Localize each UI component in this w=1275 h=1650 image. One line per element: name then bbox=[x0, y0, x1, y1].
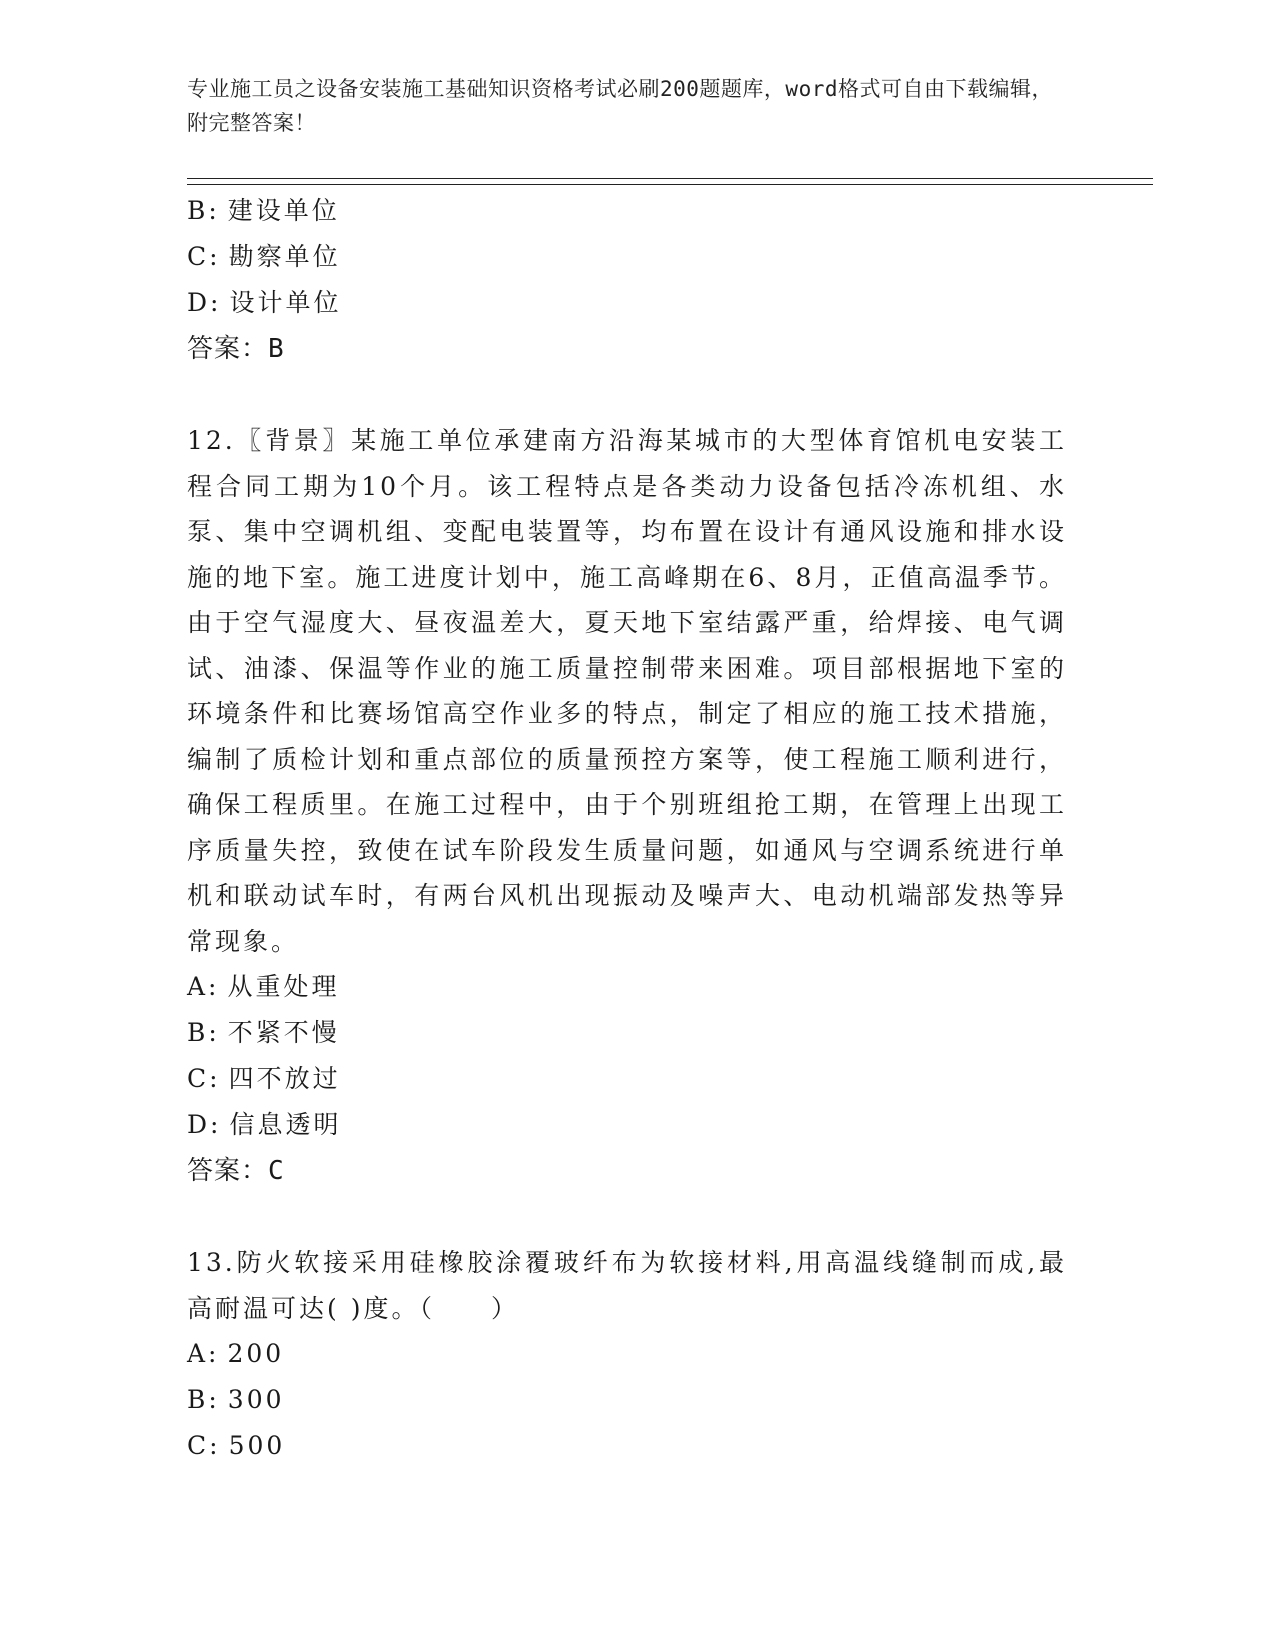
question-12 bbox=[187, 418, 1067, 1194]
question-text: 12.〖背景〗某施工单位承建南方沿海某城市的大型体育馆机电安装工程合同工期为10个月。该工程特点是各类动力设备包括冷冻机组、水泵、集中空调机组、变配电装置等，均布置在设计有通风设施和排水设施的地下室。施工进度计划中，施工高峰期在6、8月，正值高温季节。由于空气湿度大、昼夜温差大，夏天地下室结露严重，给焊接、电气调试、油漆、保温等作业的施工质量控制带来困难。项目部根据地下室的环境条件和比赛场馆高空作业多的特点，制定了相应的施工技术措施，编制了质检计划和重点部位的质量预控方案等，使工程施工顺利进行，确保工程质里。在施工过程中，由于个别班组抢工期，在管理上出现工序质量失控，致使在试车阶段发生质量问题，如通风与空调系统进行单机和联动试车时，有两台风机出现振动及噪声大、电动机端部发热等异常现象。 bbox=[187, 426, 1067, 956]
option-text: 500 bbox=[228, 1431, 286, 1460]
option-label: C: bbox=[187, 1431, 221, 1460]
option-label: B: bbox=[187, 1385, 220, 1414]
answer-line: 答案：C bbox=[187, 1156, 285, 1186]
option-b bbox=[187, 1377, 1067, 1423]
option-label: B: bbox=[187, 196, 220, 225]
document-body bbox=[187, 188, 1067, 1469]
option-b bbox=[187, 1010, 1067, 1056]
option-a bbox=[187, 1331, 1067, 1377]
option-c bbox=[187, 1056, 1067, 1102]
option-c bbox=[187, 234, 1067, 280]
option-label: D: bbox=[187, 288, 222, 317]
question-text: 13.防火软接采用硅橡胶涂覆玻纤布为软接材料,用高温线缝制而成,最高耐温可达( )度。（ ） bbox=[187, 1248, 1067, 1323]
option-text: 建设单位 bbox=[227, 196, 340, 225]
option-d bbox=[187, 280, 1067, 326]
document-header: 专业施工员之设备安装施工基础知识资格考试必刷200题题库，word格式可自由下载编辑，附完整答案！ bbox=[187, 77, 1053, 135]
answer-line: 答案：B bbox=[187, 334, 285, 364]
option-label: C: bbox=[187, 242, 221, 271]
option-text: 四不放过 bbox=[228, 1064, 341, 1093]
option-text: 信息透明 bbox=[229, 1110, 342, 1139]
option-text: 300 bbox=[227, 1385, 285, 1414]
option-label: C: bbox=[187, 1064, 221, 1093]
option-text: 设计单位 bbox=[229, 288, 342, 317]
option-label: A: bbox=[187, 1339, 220, 1368]
option-text: 200 bbox=[227, 1339, 285, 1368]
question-13 bbox=[187, 1240, 1067, 1469]
option-b bbox=[187, 188, 1067, 234]
prev-question-options bbox=[187, 188, 1067, 372]
option-label: D: bbox=[187, 1110, 222, 1139]
option-c bbox=[187, 1423, 1067, 1469]
option-label: B: bbox=[187, 1018, 220, 1047]
header-divider bbox=[187, 178, 1153, 185]
option-d bbox=[187, 1102, 1067, 1148]
option-text: 从重处理 bbox=[227, 972, 340, 1001]
option-text: 不紧不慢 bbox=[227, 1018, 340, 1047]
option-a bbox=[187, 964, 1067, 1010]
option-text: 勘察单位 bbox=[228, 242, 341, 271]
option-label: A: bbox=[187, 972, 220, 1001]
